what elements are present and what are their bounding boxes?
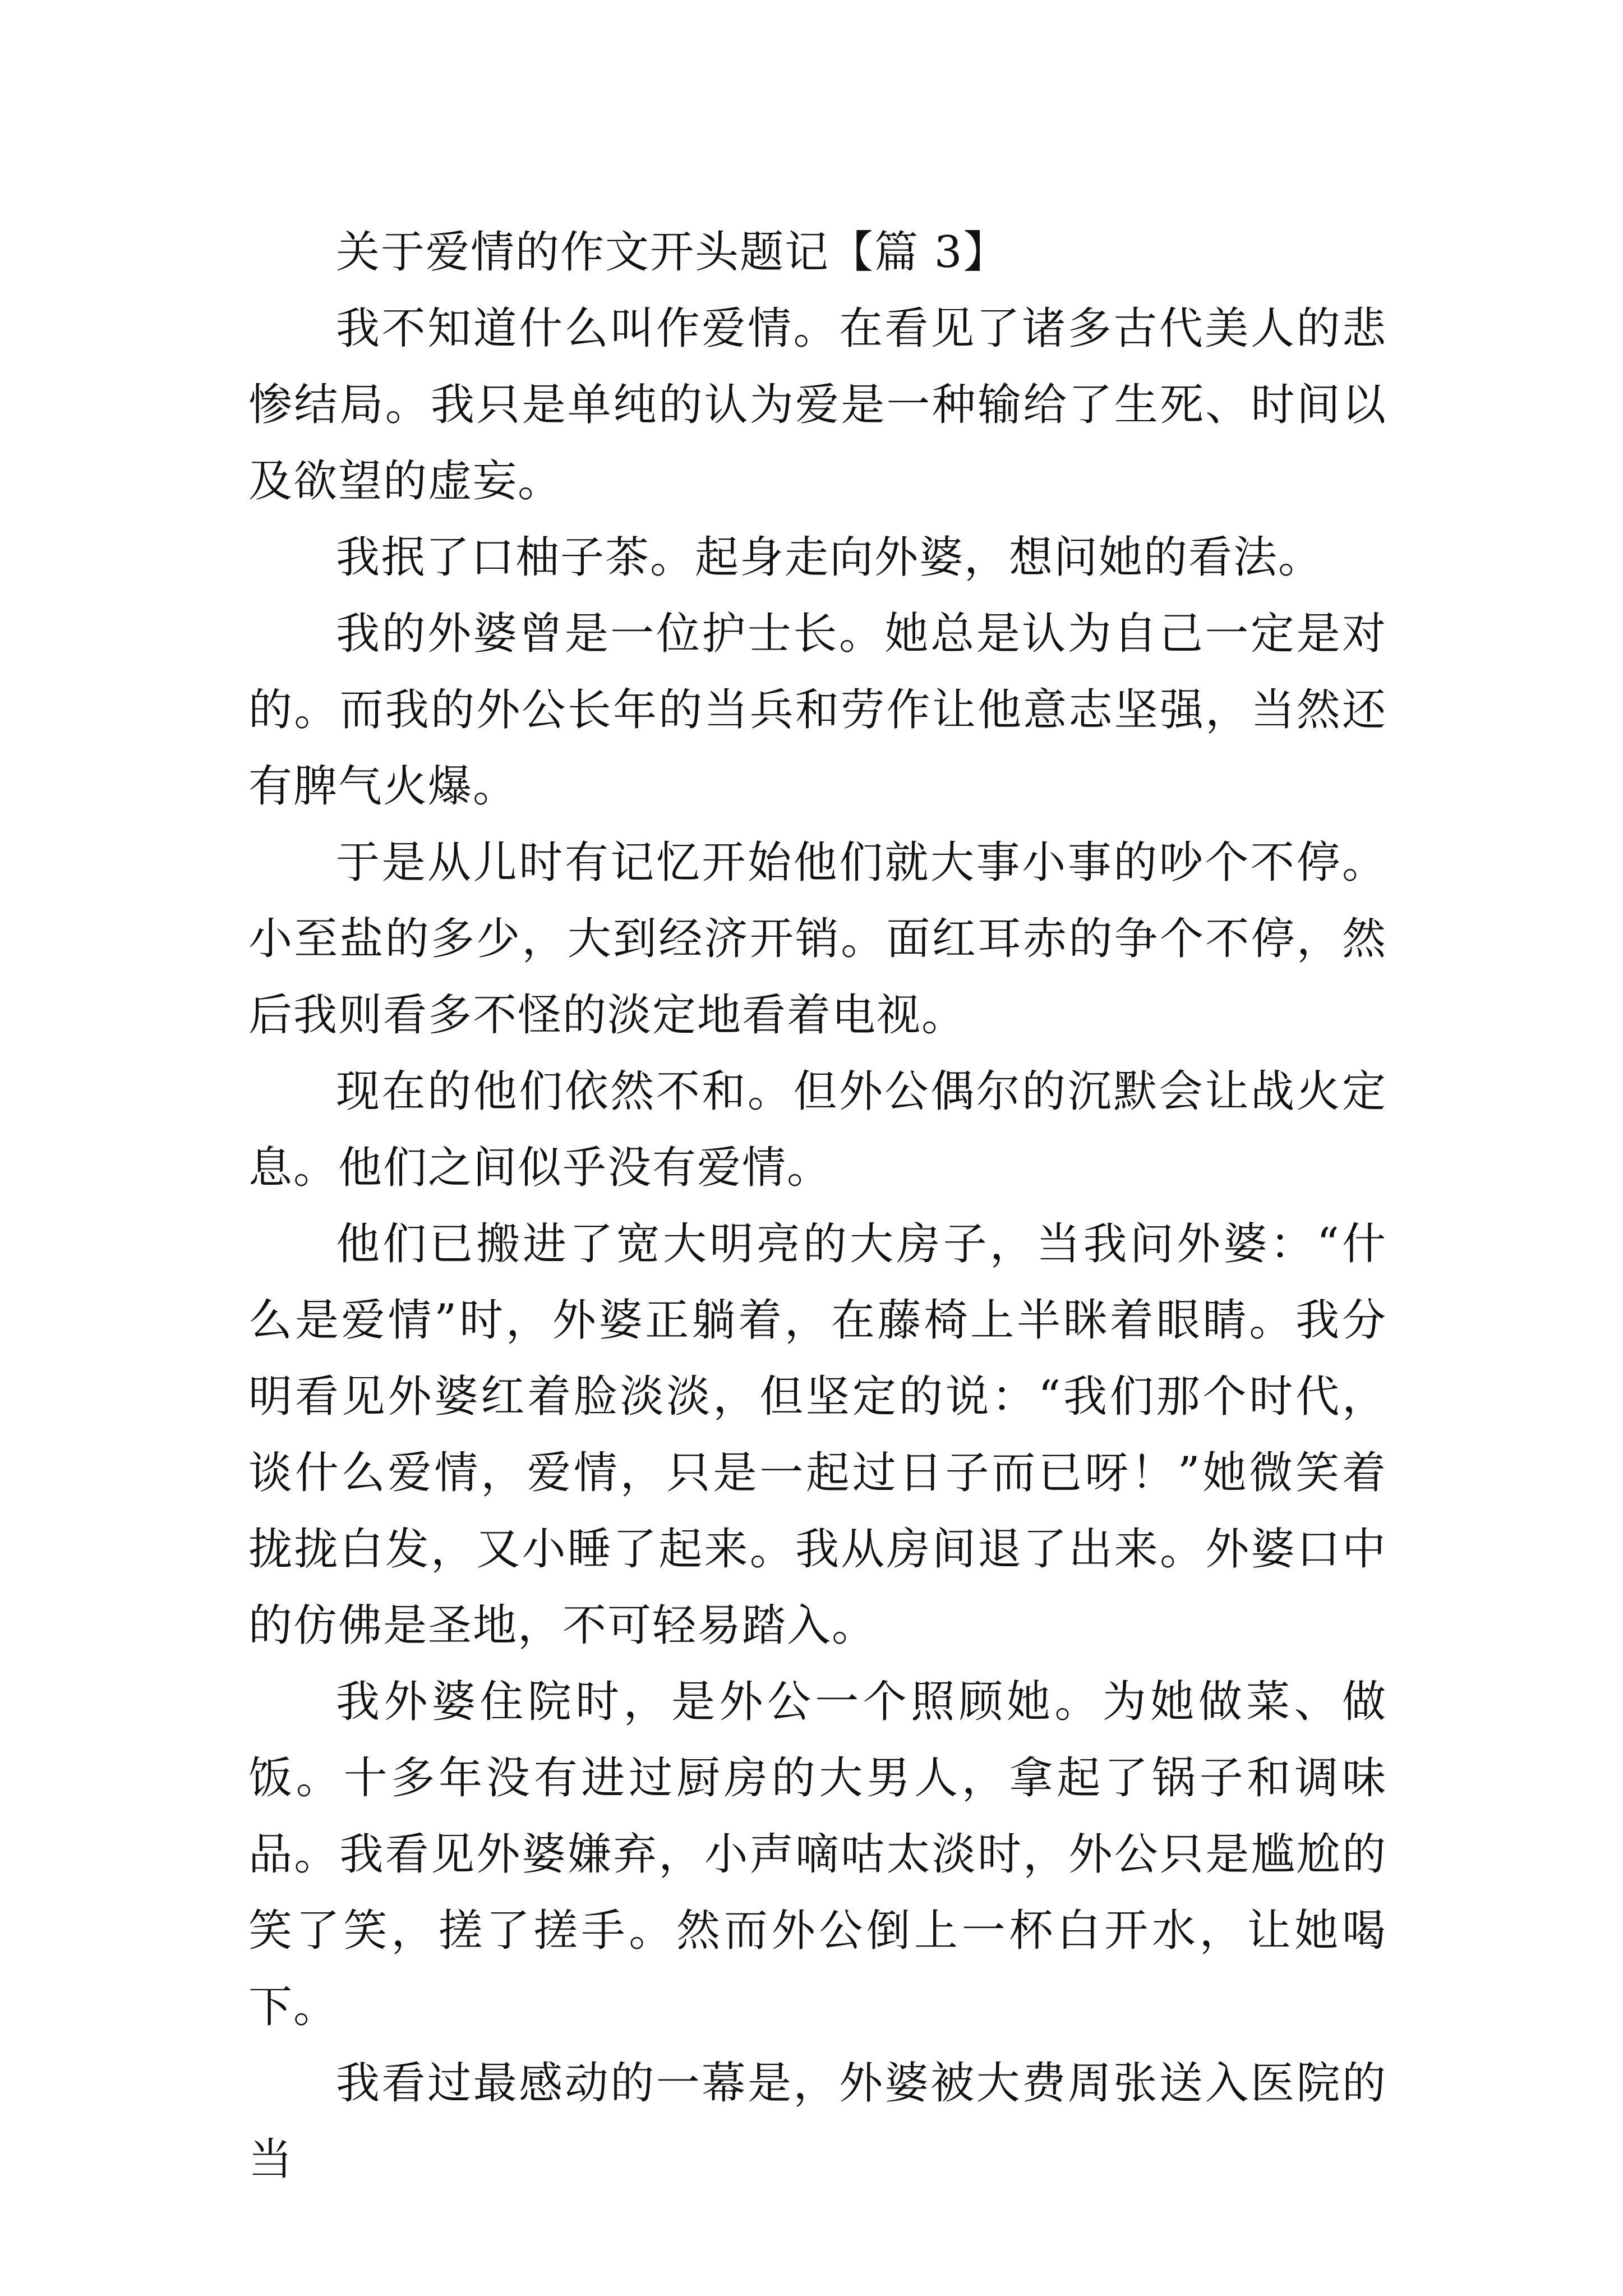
- paragraph: 我的外婆曾是一位护士长。她总是认为自己一定是对的。而我的外公长年的当兵和劳作让他意志坚强，当然还有脾气火爆。: [248, 609, 1387, 812]
- paragraph: 现在的他们依然不和。但外公偶尔的沉默会让战火定息。他们之间似乎没有爱情。: [248, 1066, 1387, 1193]
- paragraph: 于是从儿时有记忆开始他们就大事小事的吵个不停。小至盐的多少，大到经济开销。面红耳赤的争个不停，然后我则看多不怪的淡定地看着电视。: [248, 838, 1387, 1041]
- document-body: [248, 214, 1387, 2198]
- paragraph: 我抿了口柚子茶。起身走向外婆，想问她的看法。: [336, 532, 1324, 583]
- document-title: 关于爱情的作文开头题记【篇 3】: [336, 227, 1008, 278]
- paragraph: 他们已搬进了宽大明亮的大房子，当我问外婆：“什么是爱情”时，外婆正躺着，在藤椅上半眯着眼睛。我分明看见外婆红着脸淡淡，但坚定的说：“我们那个时代，谈什么爱情，爱情，只是一起过日子而已呀！”她微笑着拢拢白发，又小睡了起来。我从房间退了出来。外婆口中的仿佛是圣地，不可轻易踏入。: [248, 1219, 1387, 1651]
- paragraph: 我外婆住院时，是外公一个照顾她。为她做菜、做饭。十多年没有进过厨房的大男人，拿起了锅子和调味品。我看见外婆嫌弃，小声嘀咕太淡时，外公只是尴尬的笑了笑，搓了搓手。然而外公倒上一杯白开水，让她喝下。: [248, 1677, 1387, 2032]
- paragraph: 我看过最感动的一幕是，外婆被大费周张送入医院的当: [248, 2058, 1387, 2185]
- paragraph: 我不知道什么叫作爱情。在看见了诸多古代美人的悲惨结局。我只是单纯的认为爱是一种输给了生死、时间以及欲望的虚妄。: [248, 303, 1387, 507]
